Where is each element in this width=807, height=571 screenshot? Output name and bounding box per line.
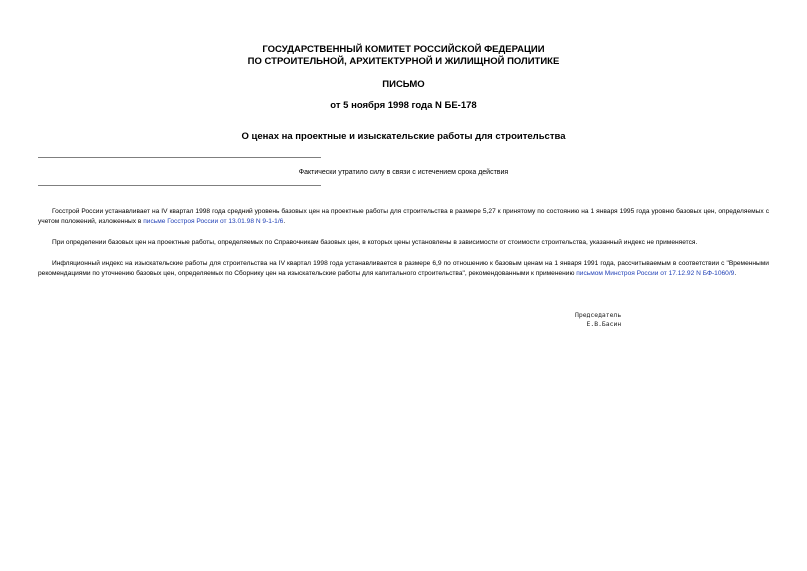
- signature-name: Е.В.Басин: [586, 320, 622, 328]
- signature-position: Председатель: [575, 311, 622, 319]
- issuer-line-2: ПО СТРОИТЕЛЬНОЙ, АРХИТЕКТУРНОЙ И ЖИЛИЩНОЙ ПОЛИТИКЕ: [247, 56, 560, 67]
- document-title: О ценах на проектные и изыскательские работы для строительства: [241, 131, 566, 142]
- paragraph-3: [38, 259, 769, 279]
- issuer-header: [0, 44, 807, 68]
- link-minstroy-letter[interactable]: письмом Минстроя России от 17.12.92 N БФ-1060/9: [576, 270, 735, 278]
- paragraph-1-end: .: [283, 218, 286, 226]
- paragraph-3-end: .: [734, 270, 737, 278]
- issuer-line-1: ГОСУДАРСТВЕННЫЙ КОМИТЕТ РОССИЙСКОЙ ФЕДЕРАЦИИ: [262, 44, 545, 55]
- paragraph-2: [38, 238, 769, 248]
- divider-top: [38, 157, 321, 158]
- paragraph-1-text: Госстрой России устанавливает на IV квартал 1998 года средний уровень базовых цен на проектные работы для строительства в размере 5,27 к принятому по состоянию на 1 января 1995 года уровню базовых цен, определяемых с учетом положений, изложенных в: [38, 208, 769, 226]
- paragraph-1: [38, 207, 769, 227]
- link-gosstroy-letter[interactable]: письме Госстроя России от 13.01.98 N 9-1-1/6: [143, 218, 284, 226]
- document-date: от 5 ноября 1998 года N БЕ-178: [330, 100, 477, 111]
- paragraph-3-text: Инфляционный индекс на изыскательские работы для строительства на IV квартал 1998 года устанавливается в размере 6,9 по отношению к базовым ценам на 1 января 1991 года, рассчитываемым в соответствии с "Временными рекомендациями по уточнению базовых цен, определяемых по Сборнику цен на изыскательские работы для капитального строительства", рекомендованными к применению: [38, 260, 769, 278]
- divider-bottom: [38, 185, 321, 186]
- signature-block: [575, 311, 621, 329]
- paragraph-2-text: При определении базовых цен на проектные работы, определяемых по Справочникам базовых цен, в которых цены установлены в зависимости от стоимости строительства, указанный индекс не применяется.: [52, 239, 698, 246]
- document-type: ПИСЬМО: [382, 79, 425, 90]
- status-note: Фактически утратило силу в связи с истечением срока действия: [298, 169, 509, 176]
